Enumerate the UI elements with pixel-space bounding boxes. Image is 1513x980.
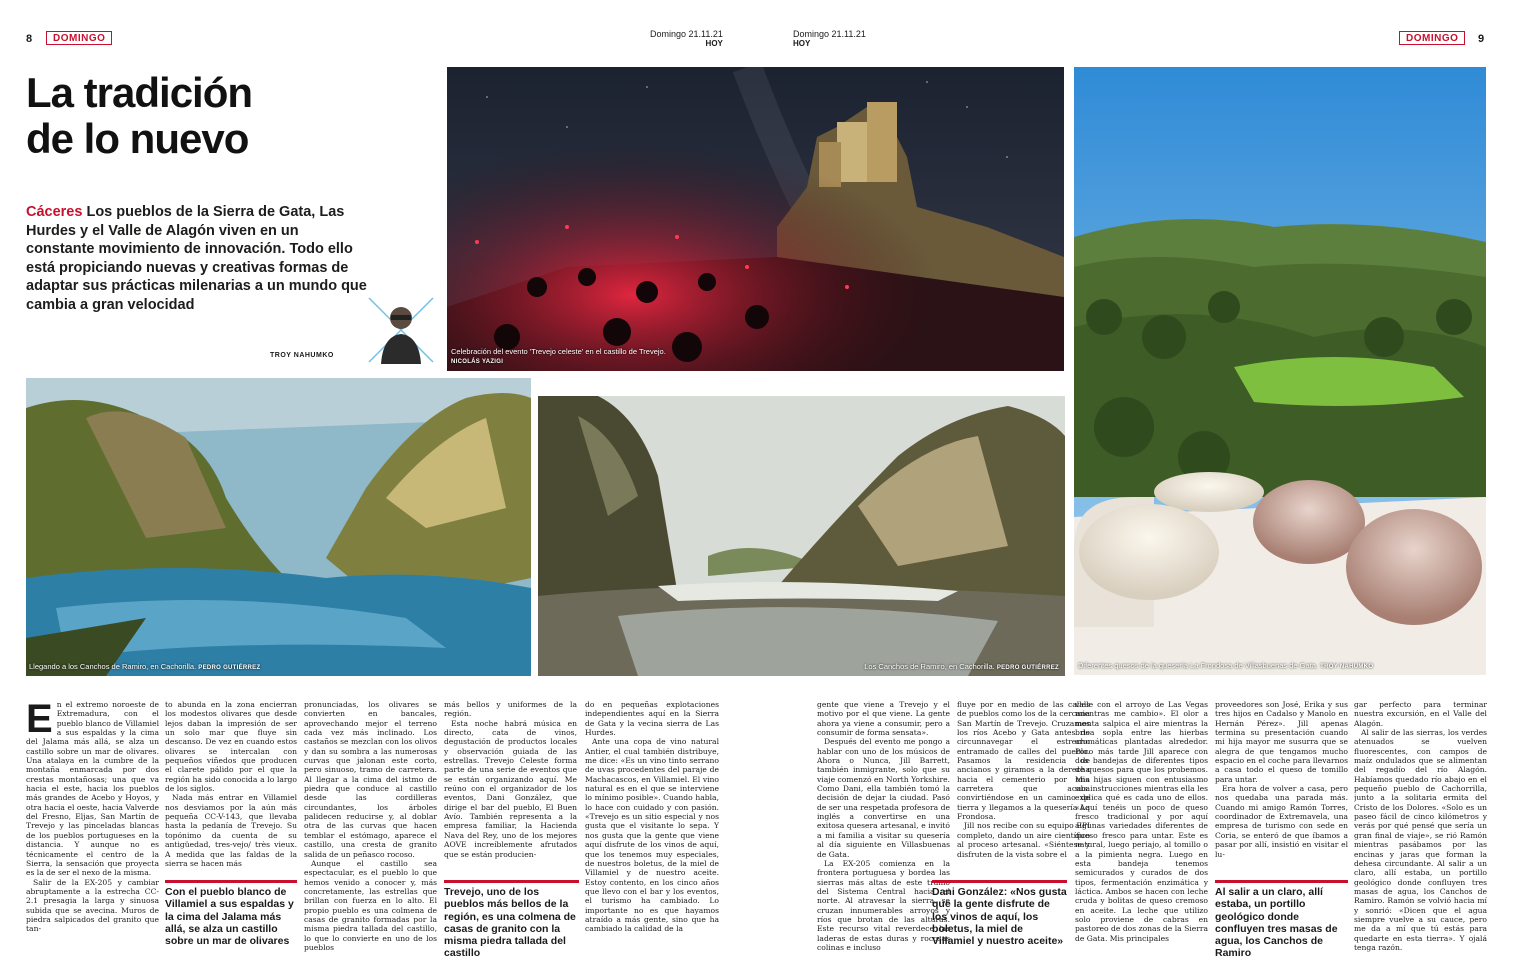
body-text: Nada más entrar en Villamiel nos desviamos por la aún más pequeña CC-V-143, que llevaba hasta la pedanía de Trevejo. Su topónimo da cuenta de su antigüedad, tres-vejo/ très vieux. A medida que las faldas de la sierra se hacen más — [165, 793, 297, 868]
photo-credit: PEDRO GUTIÉRREZ — [198, 665, 261, 671]
photo-credit: PEDRO GUTIÉRREZ — [996, 665, 1059, 671]
pullquote-3: Dani González: «Nos gusta que la gente disfrute de los vinos de aquí, los boletus, la miel de Villamiel y nuestro aceite» — [932, 880, 1067, 947]
paper-name: HOY — [793, 39, 811, 48]
body-text: gente que viene a Trevejo y el motivo por el que viene. La gente ahora ya viene a consumir, pero a consumir de forma sensata». — [817, 700, 950, 738]
body-text: Esta noche habrá música en directo, cata de vinos, degustación de productos locales y observación guiada de las estrellas. Trevejo Celeste forma parte de una serie de eventos que se están organizando aquí. Me reúno con el organizador de los eventos, Dani González, que dirige el bar del pueblo, El Buen Avío. También representa a la empresa familiar, la Hacienda Nava del Rey, uno de los mejores AOVE increíblemente afrutados que se están producien- — [444, 718, 577, 859]
dateline-right — [793, 29, 866, 49]
body-text: Salir de la EX-205 y cambiar abruptamente a la estrecha CC-2.1 presagia la larga y sinuosa subida que se avecina. Muros de piedra salpicados del granito que tan- — [26, 877, 159, 934]
body-text: Jill nos recibe con su equipo EPI completo, dando un aire científico al proceso artesanal. «Siéntese y disfruten de la vista sobre el — [957, 821, 1090, 859]
photo-caption — [1078, 661, 1373, 672]
byline: TROY NAHUMKO — [270, 352, 334, 359]
dateline-left — [650, 29, 723, 49]
photo-credit: TROY NAHUMKO — [1320, 664, 1374, 670]
body-text: gar perfecto para terminar nuestra excursión, en el Valle del Alagón. — [1354, 700, 1487, 728]
body-text: do en pequeñas explotaciones independientes aquí en la Sierra de Gata y la vecina sierra de Las Hurdes. — [585, 700, 719, 738]
lede — [26, 203, 371, 314]
pullquote-1: Con el pueblo blanco de Villamiel a sus espaldas y la cima del Jalama más allá, se alza un castillo sobre un mar de olivares — [165, 880, 297, 947]
photo-meadow-cheese — [1074, 67, 1486, 675]
caption-text: Los Canchos de Ramiro, en Cachorilla. — [864, 662, 995, 671]
photo-caption — [864, 662, 1059, 673]
caption-text: Llegando a los Canchos de Ramiro, en Cachorilla. — [29, 662, 197, 671]
body-text: Al salir de las sierras, los verdes atenuados se vuelven fluorescentes, con campos de maíz ondulados que se alimentan del regadío del río Alagón. Habíamos quedado río abajo en el pequeño pueblo de Cachorrilla, junto a la solitaria ermita del Cristo de los Dolores. «Solo es un paseo fácil de cinco kilómetros y verás por qué pensé que sería un gran final de viaje», se rió Ramón mientras pasábamos por las encinas y jaras que forman la dehesa circundante. Al salir a un claro, allí estaba, un portillo geológico donde confluyen tres masas de agua, los Canchos de Ramiro. Ramón se volvió hacia mí y sonrió: «Dicen que el agua siempre vuelve a su cauce, pero me da a mí que tú estás para quedarte en esta tierra». Y ojalá tenga razón. — [1354, 728, 1487, 952]
date-text: Domingo 21.11.21 — [650, 29, 723, 39]
caption-text: Diferentes quesos de la quesería La Frondosa de Villasbuenas de Gata. — [1078, 661, 1319, 670]
lede-text: Los pueblos de la Sierra de Gata, Las Hurdes y el Valle de Alagón viven en un constante movimiento de innovación. Todo ello está propiciando nuevas y creativas formas de adaptar sus prácticas milenarias a un mundo que cambia a gran velocidad — [26, 204, 367, 313]
body-text: fluye por en medio de las calles de pueblos como los de la cercana San Martín de Trevejo. Cruzamos los ríos Acebo y Gata antes de circunnavegar el estrecho entramado de calles del pueblo. Pasamos la residencia de ancianos y giramos a la derecha hacia el cementerio por una carretera que acaba convirtiéndose en un camino de tierra y llegamos a la quesería La Frondosa. — [957, 700, 1090, 822]
photo-caption — [29, 662, 260, 673]
author-portrait — [367, 296, 435, 364]
date-text: Domingo 21.11.21 — [793, 29, 866, 39]
body-text: La EX-205 comienza en la frontera portuguesa y bordea las sierras más altas de este tramo del Sistema Central hacia el norte. Al atravesar la sierra, se cruzan innumerables arroyos y ríos que brotan de las alturas. Este recurso vital reverdece las laderas de estas duras y rocosas colinas e incluso — [817, 858, 950, 952]
body-column-10 — [1354, 700, 1487, 962]
photo-night-castle — [447, 67, 1064, 371]
pullquote-2: Trevejo, uno de los pueblos más bellos de la región, es una colmena de casas de granito con la misma piedra tallada del castillo — [444, 880, 579, 960]
body-column-5 — [585, 700, 719, 962]
body-column-8 — [1075, 700, 1208, 962]
photo-credit: NICOLÁS YAZIGI — [451, 359, 504, 365]
body-column-3 — [304, 700, 437, 962]
body-text: valle con el arroyo de Las Vegas mientras me cambio». El olor a menta salpica el aire mientras la brisa sopla entre las hierbas aromáticas plantadas alrededor. Poco más tarde Jill aparece con dos bandejas de diferentes tipos de quesos para que los probemos. Mis hijas siguen con entusiasmo sus instrucciones mientras ella les explica qué es cada uno de ellos. «Aquí tenéis un poco de queso fresco tradicional y por aquí algunas variedades diferentes de queso fresco para untar. Este es natural, luego periajo, al tomillo o a la pimienta negra. Luego en esta bandeja tenemos semicurados y curados de dos tipos, fermentación enzimática y láctica. Ambos se hacen con leche cruda y bolitas de queso cremoso en aceite. La leche que utilizo solo proviene de cabras en pastoreo de dos zonas de la Sierra de Gata. Mis principales — [1075, 700, 1208, 943]
headline-line-2: de lo nuevo — [26, 115, 249, 162]
headline-line-1: La tradición — [26, 69, 253, 116]
pullquote-4: Al salir a un claro, allí estaba, un portillo geológico donde confluyen tres masas de agua, los Canchos de Ramiro — [1215, 880, 1348, 960]
body-text: pronunciadas, los olivares se convierten en bancales, aprovechando mejor el terreno cada vez más inclinado. Los castaños se mezclan con los olivos y dan su sombra a las numerosas curvas que jalonan este corto, pero sinuoso, tramo de carretera. Al llegar a la cima del istmo de piedra que conduce al castillo desde las cordilleras circundantes, los árboles palidecen reducirse y, al doblar otra de las curvas que hacen temblar el estómago, aparece el castillo, una cresta de granito salida de un peñasco rocoso. — [304, 700, 437, 859]
body-text: Ante una copa de vino natural Antier, el cual también distribuye, me dice: «Es un vino tinto serrano de uvas procedentes del paraje de Machacascos, en Villamiel. El vino natural es en el que se interviene lo mínimo posible». Cuando habla, lo hace con cuidado y con pasión. «Trevejo es un sitio especial y nos gusta que el visitante lo sepa. Y nos gusta que la gente que viene aquí disfrute de los vinos de aquí, que los tenemos muy especiales, de nuestros boletus, de la miel de Villamiel y de nuestro aceite. Estoy contento, en los cinco años que llevo con el bar y los eventos, el turismo ha cambiado. Lo importante no es que hayamos atraído a más gente, sino que ha cambiado la calidad de la — [585, 737, 719, 934]
body-text: Aunque el castillo sea espectacular, es el pueblo lo que hemos venido a conocer y, más concretamente, las estrellas que brillan con fuerza en lo alto. El propio pueblo es una colmena de casas de granito formadas por la misma piedra tallada del castillo, lo que lo convierte en uno de los pueblos — [304, 858, 437, 952]
page-number-left: 8 — [26, 33, 33, 45]
body-text: n el extremo noroeste de Extremadura, con el pueblo blanco de Villamiel a sus espaldas y la cima del Jalama más allá, se alza un castillo sobre un mar de olivares. Una atalaya en la cumbre de la montaña enmarcada por dos crestas montañosas; una que va hacia el este, hacia los pueblos más grandes de Acebo y Hoyos, y otra hacia el oeste, hacia Valverde del Fresno, Eljas, San Martín de Trevejo y las pinceladas blancas de los pueblos portugueses en la distancia. Y aunque no es técnicamente el centro de la Sierra, la sensación que proyecta es la de ser el nexo de la misma. — [26, 700, 159, 878]
body-column-7 — [957, 700, 1090, 876]
section-tag-left: DOMINGO — [46, 31, 112, 45]
body-text: proveedores son José, Erika y sus tres hijos en Cadalso y Manolo en Hernán Pérez». Jill apenas termina su presentación cuando mi hija mayor me susurra que se alegra de que tengamos mucho espacio en el coche para llevarnos a casa todo el queso de tomillo para untar. — [1215, 700, 1348, 784]
page-number-right: 9 — [1478, 33, 1485, 45]
body-column-1 — [26, 700, 159, 962]
body-column-6 — [817, 700, 950, 962]
body-text: to abunda en la zona encierran los modestos olivares que desde lejos daban la impresión de ser un solo mar que fluye sin descanso. De vez en cuando estos olivares se intercalan con pequeños viñedos que producen el clarete pálido por el que la región ha sido conocida a lo largo de los siglos. — [165, 700, 297, 794]
headline — [26, 70, 252, 162]
body-text: más bellos y uniformes de la región. — [444, 700, 577, 719]
caption-text: Celebración del evento 'Trevejo celeste' en el castillo de Trevejo. — [451, 347, 666, 356]
photo-river-right — [538, 396, 1065, 676]
photo-river-left — [26, 378, 531, 676]
drop-cap: E — [26, 700, 53, 741]
body-text: Era hora de volver a casa, pero nos quedaba una parada más. Cuando mi amigo Ramón Torres, coordinador de Extremavela, una empresa de turismo con sede en Coria, se enteró de que íbamos a pasar por allí, insistió en visitar el lu- — [1215, 784, 1348, 859]
body-column-9 — [1215, 700, 1348, 878]
photo-caption — [451, 347, 671, 367]
body-column-4 — [444, 700, 577, 878]
lede-place: Cáceres — [26, 204, 83, 220]
body-column-2 — [165, 700, 297, 878]
paper-name: HOY — [705, 39, 723, 48]
section-tag-right: DOMINGO — [1399, 31, 1465, 45]
body-text: Después del evento me pongo a hablar con uno de los músicos de Ahora o Nunca, Jill Barrett, también inmigrante, solo que su viaje comenzó en North Yorkshire. Como Dani, ella también tomó la decisión de dejar la ciudad. Pasó de ser una respetada profesora de inglés a convertirse en una exitosa quesera artesanal, e invitó a mi familia a visitar su quesería al día siguiente en Villasbuenas de Gata. — [817, 737, 950, 859]
